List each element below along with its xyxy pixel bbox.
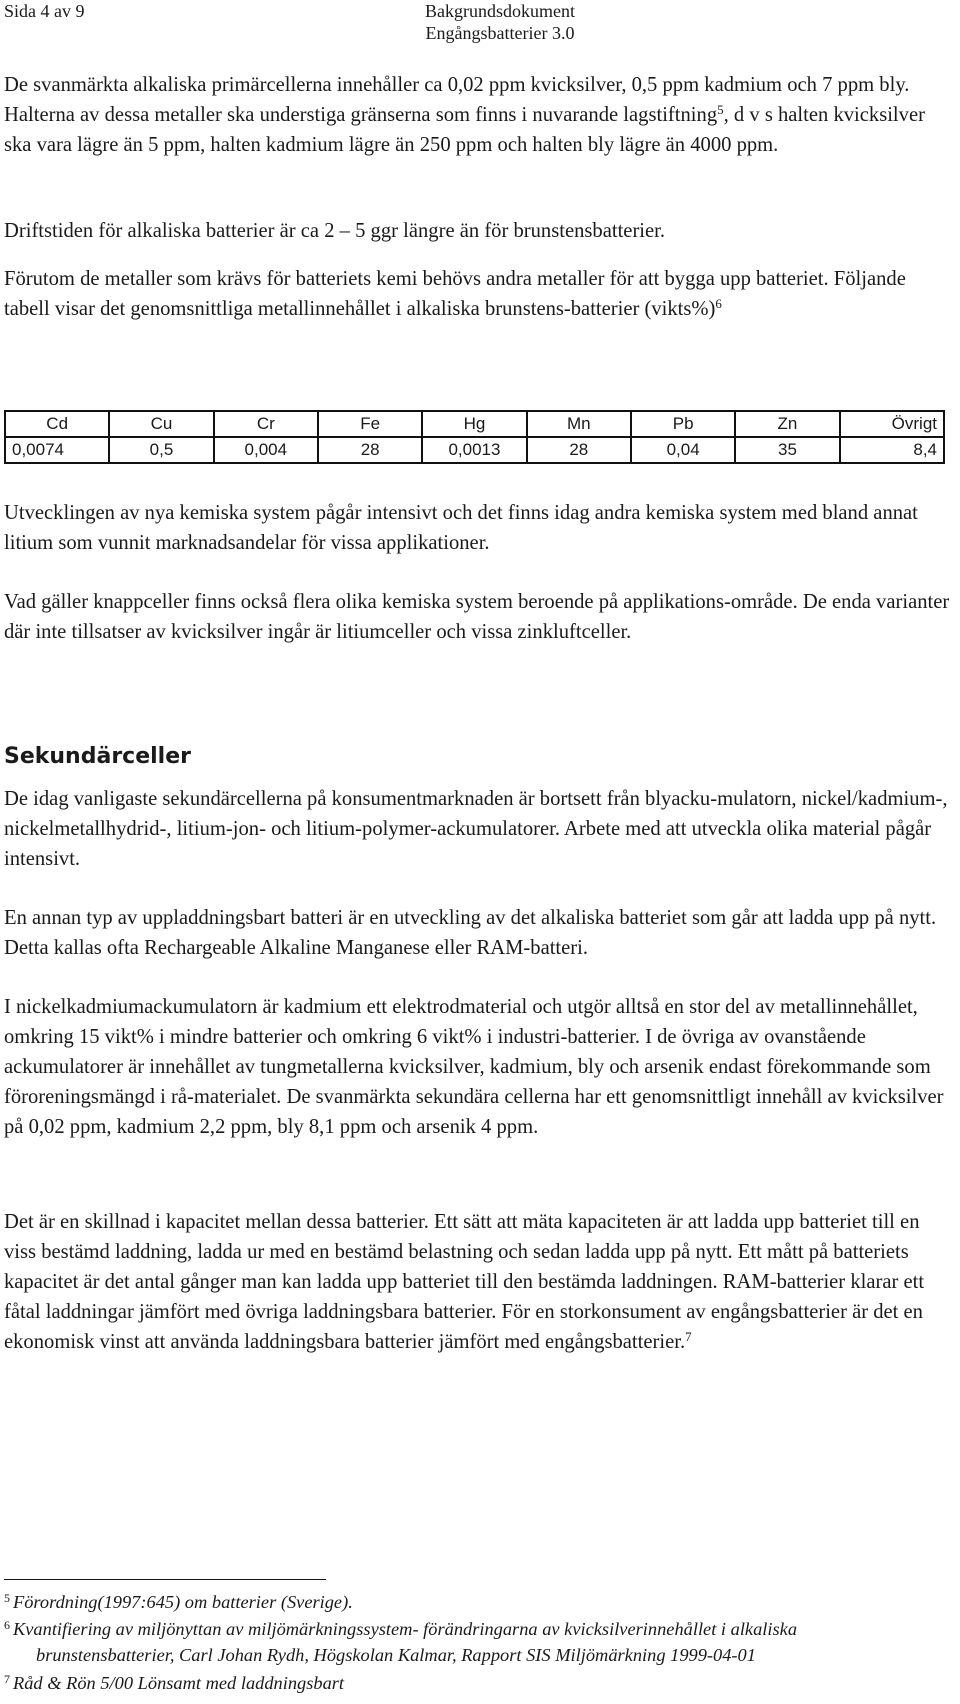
paragraph-text: Förutom de metaller som krävs för batteriets kemi behövs andra metaller för att bygga upp batteriet. Följande tabell visar det genomsnittliga metallinnehållet i alkaliska brunstens-batterier (vikts%): [4, 268, 906, 320]
paragraph-nickel-cadmium: I nickelkadmiumackumulatorn är kadmium ett elektrodmaterial och utgör alltså en stor del av metallinnehållet, omkring 15 vikt% i mindre batterier och omkring 6 vikt% i industri-batterier. I de övriga av ovanstående ackumulatorer är innehållet av tungmetallerna kvicksilver, kadmium, bly och arsenik endast förekommande som föroreningsmängd i rå-materialet. De svanmärkta sekundära cellerna har ett genomsnittligt innehåll av kvicksilver på 0,02 ppm, kadmium 2,2 ppm, bly 8,1 ppm och arsenik 4 ppm.: [4, 996, 944, 1138]
table-header-cell: Cu: [109, 411, 213, 437]
footnote-text: Förordning(1997:645) om batterier (Sverige).: [13, 1592, 353, 1612]
paragraph-new-chemistry: Utvecklingen av nya kemiska system pågår intensivt och det finns idag andra kemiska system med bland annat litium som vunnit marknadsandelar för vissa applikationer.: [4, 502, 918, 554]
footnote-ref-5: 5: [717, 102, 724, 117]
paragraph-secondary-cells: De idag vanligaste sekundärcellerna på konsumentmarknaden är bortsett från blyacku-mulatorn, nickel/kadmium-, nickelmetallhydrid-, litium-jon- och litium-polymer-ackumulatorer. Arbete med att utveckla olika material pågår intensivt.: [4, 788, 948, 870]
footnote-ref-7: 7: [685, 1329, 692, 1344]
paragraph-metal-content-intro: [4, 264, 954, 324]
footnote-number: 6: [4, 1618, 10, 1632]
table-row: [5, 437, 944, 463]
table-cell: 0,0074: [5, 437, 109, 463]
paragraph-capacity: [4, 1207, 954, 1357]
table-header-cell: Fe: [318, 411, 422, 437]
table-header-cell: Hg: [422, 411, 526, 437]
document-title-line-2: Engångsbatterier 3.0: [425, 23, 575, 43]
paragraph-button-cells: Vad gäller knappceller finns också flera olika kemiska system beroende på applikations-område. De enda varianter där inte tillsatser av kvicksilver ingår är litiumceller och vissa zinkluftceller.: [4, 591, 950, 643]
table-header-cell: Pb: [631, 411, 735, 437]
footnote-number: 7: [4, 1672, 10, 1686]
footnote-6: [4, 1616, 954, 1668]
footnote-ref-6: 6: [715, 296, 722, 311]
table-cell: 28: [318, 437, 422, 463]
footnote-separator: [4, 1579, 326, 1580]
footnote-text-continued: brunstensbatterier, Carl Johan Rydh, Högskolan Kalmar, Rapport SIS Miljömärkning 1999-04-01: [36, 1645, 756, 1665]
table-cell: 28: [527, 437, 631, 463]
paragraph-text: Det är en skillnad i kapacitet mellan dessa batterier. Ett sätt att mäta kapaciteten är att ladda upp batteriet till en viss bestämd laddning, ladda ur med en bestämd belastning och sedan ladda upp på nytt. Ett mått på batteriets kapacitet är det antal gånger man kan ladda upp batteriet till den bestämda laddningen. RAM-batterier klarar ett fåtal laddningar jämfört med övriga laddningsbara batterier. För en storkonsument av engångsbatterier är det en ekonomisk vinst att använda laddningsbara batterier jämfört med engångsbatterier.: [4, 1211, 925, 1353]
metal-content-table: [4, 410, 945, 464]
table-cell: 35: [735, 437, 839, 463]
table-header-cell: Cr: [214, 411, 318, 437]
paragraph-text: De svanmärkta alkaliska primärcellerna innehåller ca 0,02 ppm kvicksilver, 0,5 ppm kadmium och 7 ppm bly. Halterna av dessa metaller ska understiga gränserna som finns i nuvarande lagstiftning: [4, 74, 910, 126]
table-cell: 0,04: [631, 437, 735, 463]
table-cell: 0,5: [109, 437, 213, 463]
table-header-cell: Cd: [5, 411, 109, 437]
footnote-text: Råd & Rön 5/00 Lönsamt med laddningsbart: [13, 1673, 345, 1693]
footnote-text: Kvantifiering av miljönyttan av miljömärkningssystem- förändringarna av kvicksilverinnehållet i alkaliska: [13, 1619, 798, 1639]
table-header-cell: Övrigt: [840, 411, 944, 437]
section-heading: Sekundärceller: [4, 744, 191, 769]
document-title: [400, 0, 600, 44]
table-header-cell: Mn: [527, 411, 631, 437]
table-cell: 0,004: [214, 437, 318, 463]
table-header-cell: Zn: [735, 411, 839, 437]
paragraph-ram-battery: En annan typ av uppladdningsbart batteri är en utveckling av det alkaliska batteriet som går att ladda upp på nytt. Detta kallas ofta Rechargeable Alkaline Manganese eller RAM-batteri.: [4, 907, 937, 959]
paragraph-text: , d v s halten kvicksilver ska vara lägre än 5 ppm, halten kadmium lägre än 250 ppm och halten bly lägre än 4000 ppm.: [4, 104, 925, 156]
footnote-7: [4, 1670, 954, 1696]
paragraph-operating-time: Driftstiden för alkaliska batterier är ca 2 – 5 ggr längre än för brunstensbatterier.: [4, 220, 666, 242]
footnote-5: [4, 1589, 954, 1615]
table-cell: 0,0013: [422, 437, 526, 463]
paragraph-primary-cells: [4, 70, 954, 160]
table-header-row: [5, 411, 944, 437]
document-title-line-1: Bakgrundsdokument: [425, 1, 575, 21]
page-number: Sida 4 av 9: [4, 1, 85, 21]
footnote-number: 5: [4, 1591, 10, 1605]
table-cell: 8,4: [840, 437, 944, 463]
